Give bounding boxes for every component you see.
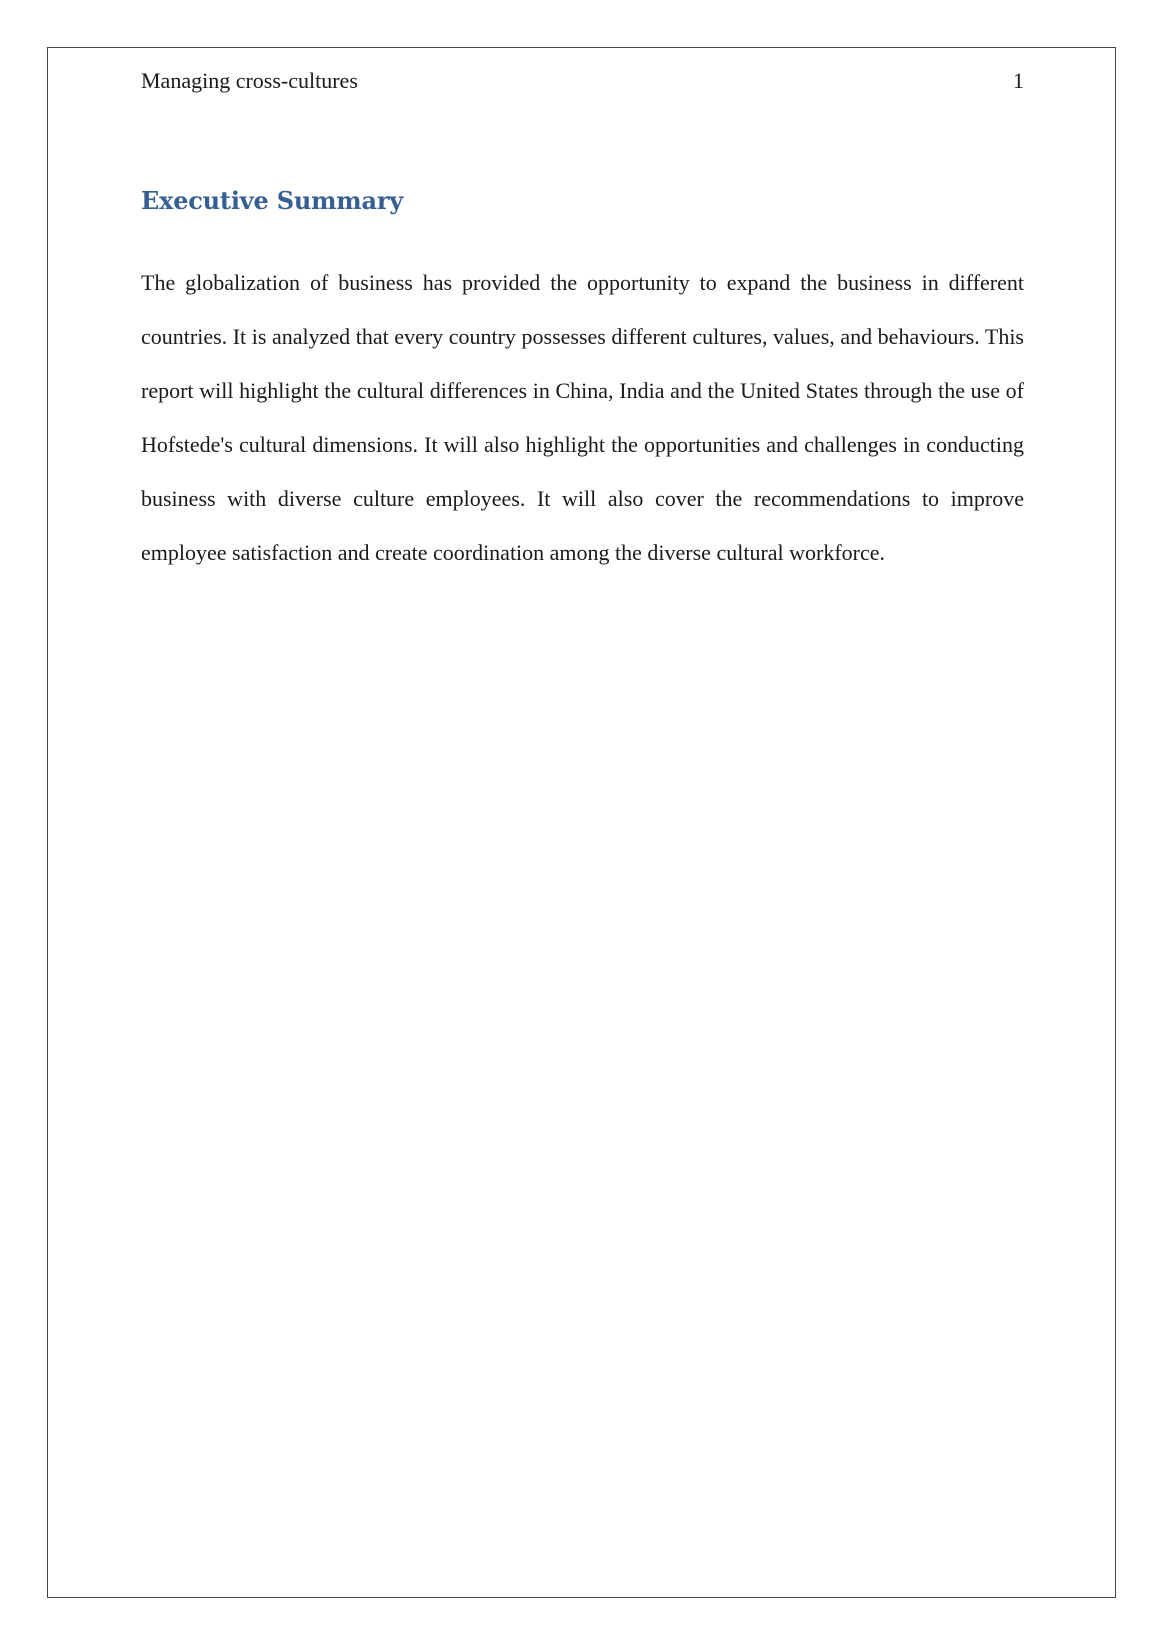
section-heading: Executive Summary bbox=[141, 186, 404, 215]
running-head-title: Managing cross-cultures bbox=[141, 68, 358, 93]
page-number: 1 bbox=[1013, 68, 1024, 93]
page-header bbox=[141, 68, 1024, 98]
summary-paragraph: The globalization of business has provided the opportunity to expand the business in different countries. It is analyzed that every country possesses different cultures, values, and behaviours. This report will highlight the cultural differences in China, India and the United States through the use of Hofstede's cultural dimensions. It will also highlight the opportunities and challenges in conducting business with diverse culture employees. It will also cover the recommendations to improve employee satisfaction and create coordination among the diverse cultural workforce. bbox=[141, 270, 1024, 565]
